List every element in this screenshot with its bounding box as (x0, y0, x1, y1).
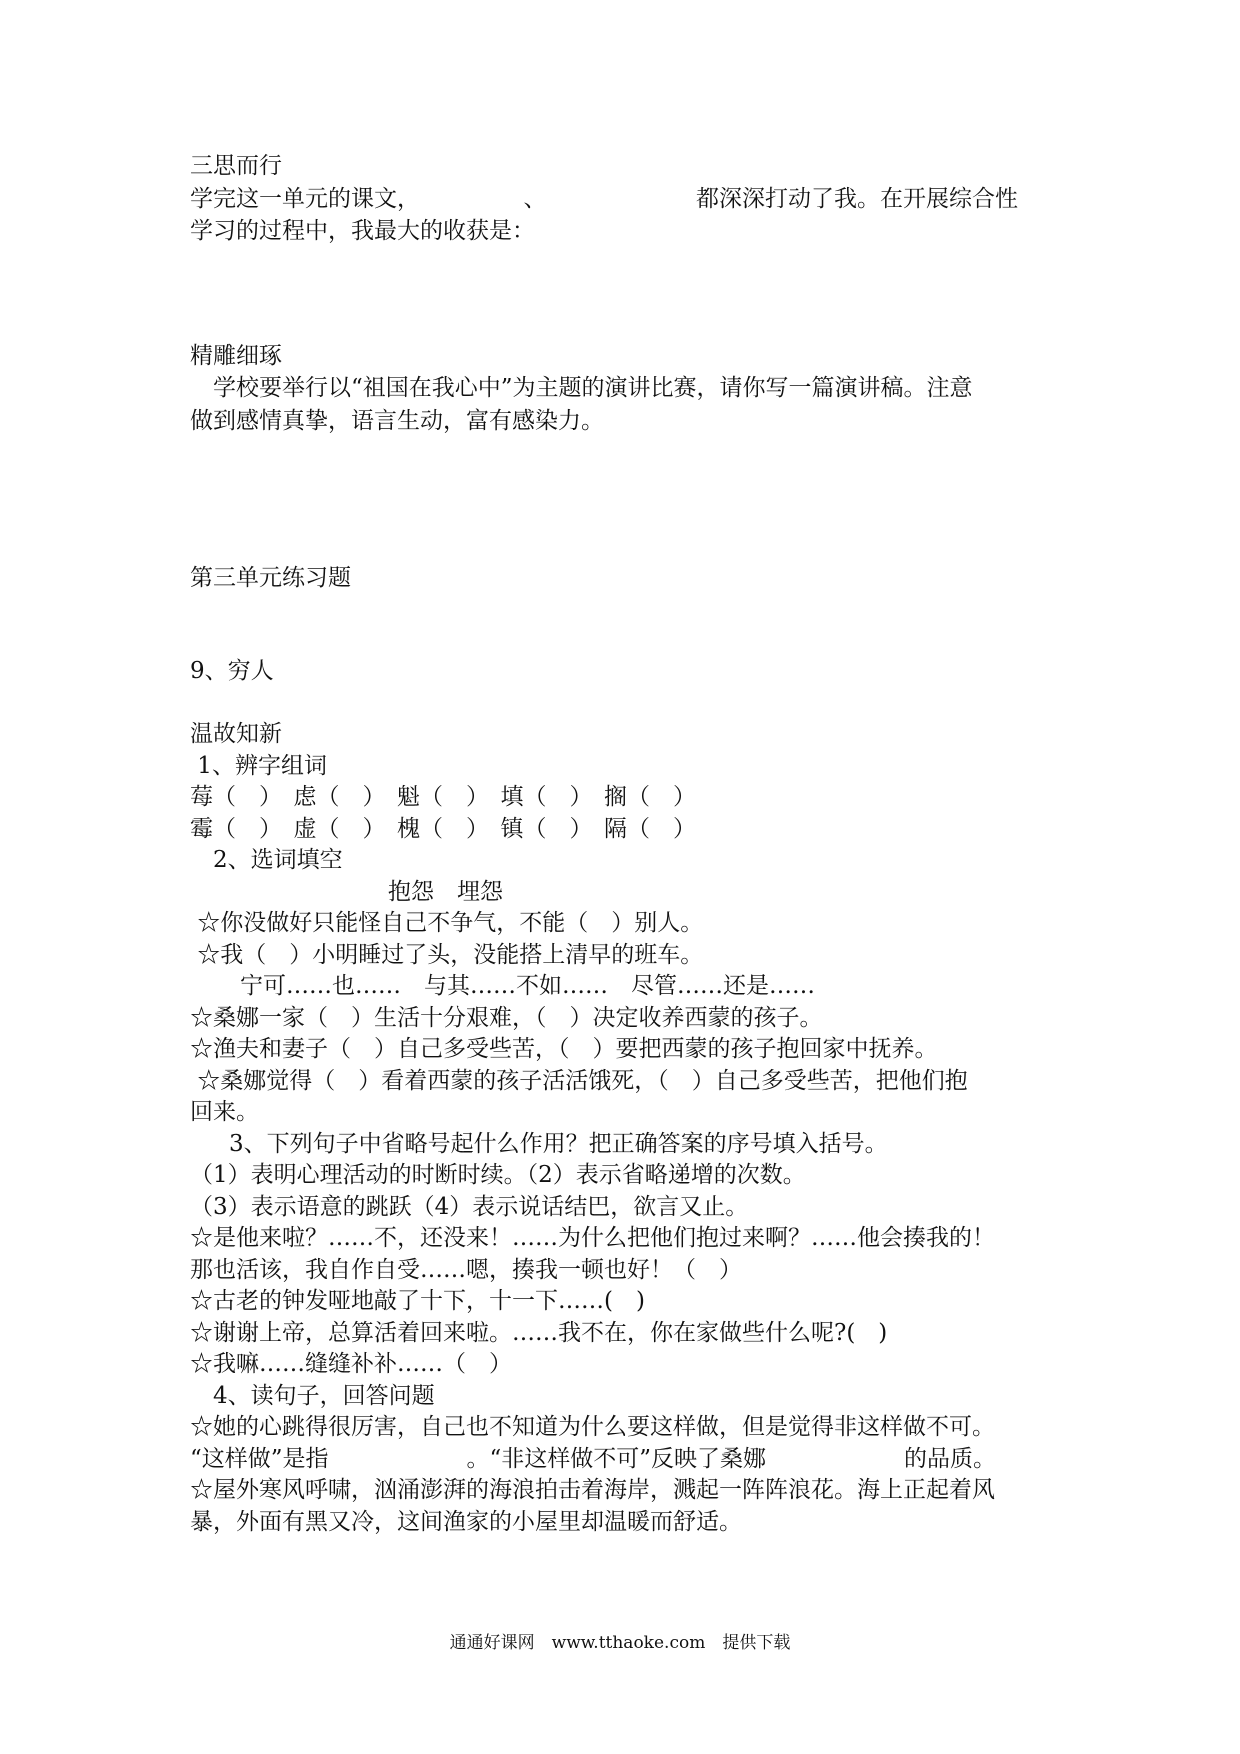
q4-sentence1-cont: “这样做”是指 。“非这样做不可”反映了桑娜 的品质。 (190, 1446, 997, 1472)
q3-sentence4: ☆我嘛……缝缝补补……（ ） (190, 1351, 512, 1377)
q3-sentence2: ☆古老的钟发哑地敲了十下，十一下……( ) (190, 1288, 645, 1314)
section2-line1: 学校要举行以“祖国在我心中”为主题的演讲比赛，请你写一篇演讲稿。注意 (190, 375, 973, 401)
q4-sentence2: ☆屋外寒风呼啸，汹涌澎湃的海浪拍击着海岸，溅起一阵阵浪花。海上正起着风 (190, 1477, 995, 1503)
q2-title: 2、选词填空 (190, 847, 343, 873)
q3-sentence1: ☆是他来啦？……不，还没来！……为什么把他们抱过来啊？……他会揍我的！ (190, 1225, 995, 1251)
q4-sentence2-cont: 暴，外面有黑又冷，这间渔家的小屋里却温暖而舒适。 (190, 1509, 742, 1535)
q2-sentence1: ☆你没做好只能怪自己不争气，不能（ ）别人。 (190, 910, 704, 936)
lesson-title: 9、穷人 (190, 658, 274, 684)
q2-sentence5-cont: 回来。 (190, 1099, 259, 1125)
q1-row1: 莓（ ） 虑（ ） 魁（ ） 填（ ） 搁（ ） (190, 784, 696, 810)
q2-words1: 抱怨 埋怨 (388, 879, 503, 905)
unit-title: 第三单元练习题 (190, 565, 351, 591)
q3-title: 3、下列句子中省略号起什么作用？把正确答案的序号填入括号。 (206, 1131, 888, 1157)
q3-options1: （1）表明心理活动的时断时续。（2）表示省略递增的次数。 (190, 1162, 806, 1188)
q3-sentence1-cont: 那也活该，我自作自受……嗯，揍我一顿也好！（ ） (190, 1257, 742, 1283)
q1-row2: 霉（ ） 虚（ ） 槐（ ） 镇（ ） 隔（ ） (190, 816, 696, 842)
q2-words2: 宁可……也…… 与其……不如…… 尽管……还是…… (240, 973, 815, 999)
q3-options2: （3）表示语意的跳跃（4）表示说话结巴，欲言又止。 (190, 1194, 749, 1220)
q2-sentence4: ☆渔夫和妻子（ ）自己多受些苦，（ ）要把西蒙的孩子抱回家中抚养。 (190, 1036, 938, 1062)
q3-sentence3: ☆谢谢上帝，总算活着回来啦。……我不在，你在家做些什么呢?( ) (190, 1320, 888, 1346)
q2-sentence5: ☆桑娜觉得（ ）看着西蒙的孩子活活饿死，（ ）自己多受些苦，把他们抱 (190, 1068, 968, 1094)
section2-line2: 做到感情真挚，语言生动，富有感染力。 (190, 408, 604, 434)
review-heading: 温故知新 (190, 721, 282, 747)
section-title-jingdiao: 精雕细琢 (190, 343, 282, 369)
q2-sentence2: ☆我（ ）小明睡过了头，没能搭上清早的班车。 (190, 942, 704, 968)
q1-title: 1、辨字组词 (190, 753, 327, 779)
section1-line1: 学完这一单元的课文， 、 都深深打动了我。在开展综合性 (190, 186, 1018, 212)
q4-sentence1: ☆她的心跳得很厉害，自己也不知道为什么要这样做，但是觉得非这样做不可。 (190, 1414, 995, 1440)
q4-title: 4、读句子，回答问题 (190, 1383, 435, 1409)
q2-sentence3: ☆桑娜一家（ ）生活十分艰难，（ ）决定收养西蒙的孩子。 (190, 1005, 823, 1031)
footer-download-note: 通通好课网 www.tthaoke.com 提供下载 (449, 1633, 791, 1653)
section-title-sansi: 三思而行 (190, 153, 282, 179)
section1-line2: 学习的过程中，我最大的收获是： (190, 218, 535, 244)
